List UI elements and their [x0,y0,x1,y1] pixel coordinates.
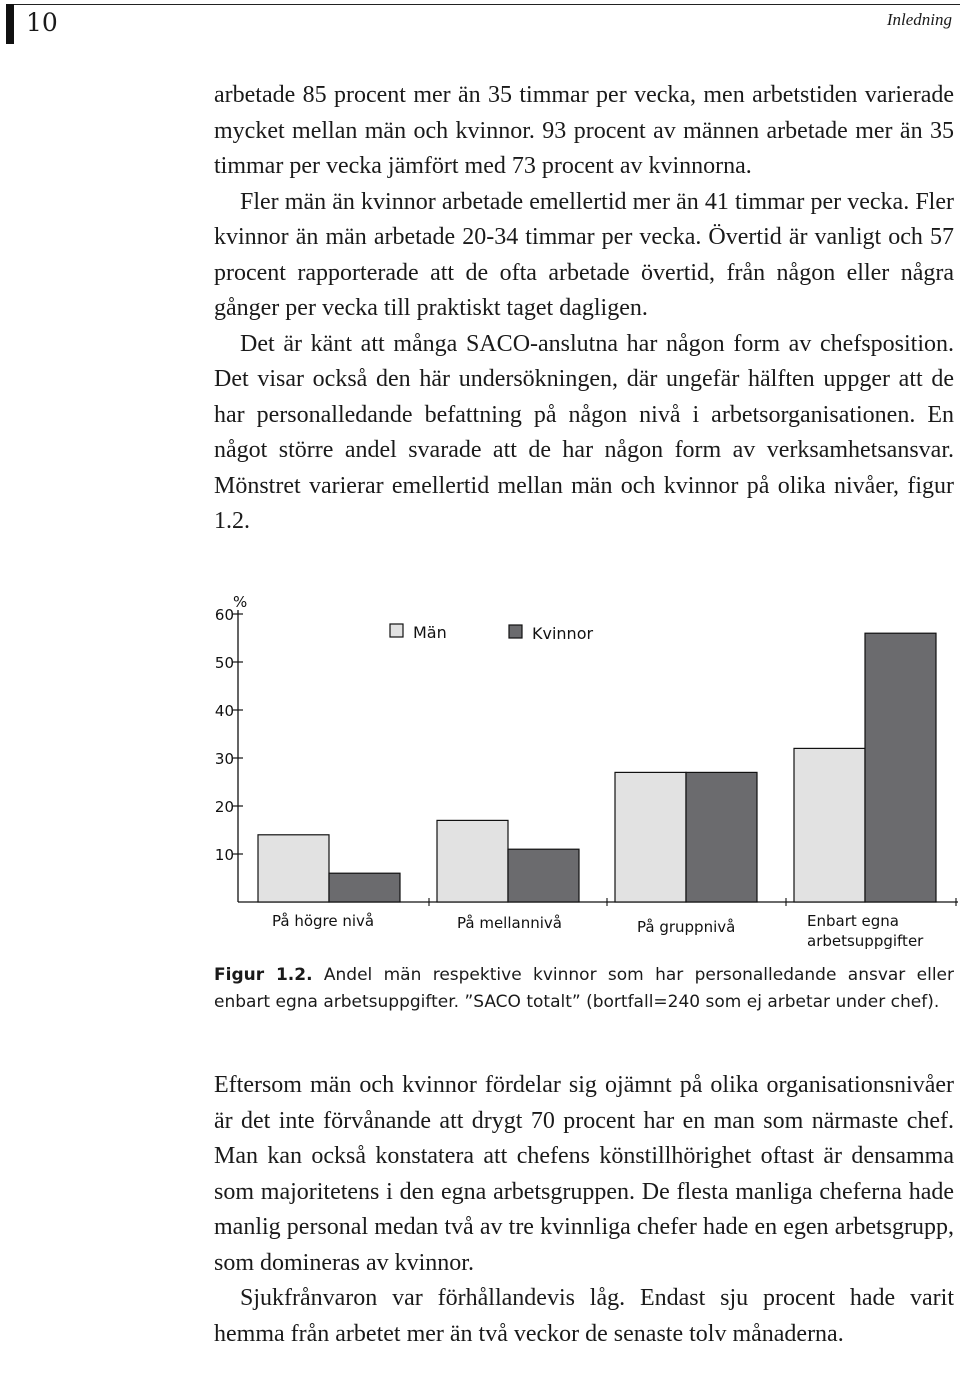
caption-label: Figur 1.2. [214,965,313,985]
x-tick-label-line: arbetsuppgifter [807,932,924,950]
legend-label: Män [413,623,447,642]
figure-caption [214,962,954,1016]
page-number: 10 [26,8,58,37]
caption-text: Andel män respektive kvinnor som har personalledande ansvar eller enbart egna arbetsuppgifter. ”SACO totalt” (bortfall=240 som ej arbetar under chef). [214,965,954,1012]
running-title: Inledning [886,10,952,29]
y-tick-label: 20 [214,798,234,816]
bar [615,772,686,902]
paragraph: Sjukfrånvaron var förhållandevis låg. Endast sju procent hade varit hemma från arbetet mer än två veckor de senaste tolv månaderna. [214,1285,954,1347]
x-tick-label: På mellannivå [457,914,562,932]
y-tick-label: 10 [214,846,234,864]
bar [686,772,757,902]
header-rule [14,4,960,5]
y-axis-label: % [233,593,248,611]
x-tick-label: På högre nivå [272,912,375,930]
paragraph: Det är känt att många SACO-anslutna har någon form av chefsposition. Det visar också den här undersökningen, där ungefär hälften uppger att de har personalledande befattning på någon nivå i arbetsorganisationen. En något större andel svarade att de har någon form av verksamhetsansvar. Mönstret varierar emellertid mellan män och kvinnor på olika nivåer, figur 1.2. [214,330,954,534]
header-bar [6,4,14,44]
bar [794,748,865,902]
x-tick-label: På gruppnivå [637,918,736,936]
y-tick-label: 30 [214,750,234,768]
bar [329,873,400,902]
y-tick-label: 40 [214,702,234,720]
y-tick-label: 50 [214,654,234,672]
bar [508,849,579,902]
bar [437,820,508,902]
y-tick-label: 60 [214,606,234,624]
paragraph: Fler män än kvinnor arbetade emellertid mer än 41 timmar per vecka. Fler kvinnor än män arbetade 20-34 timmar per vecka. Övertid är vanligt och 57 procent rapporterade att de ofta arbetade övertid, från någon eller några gånger per vecka till praktiskt taget dagligen. [214,188,954,321]
figure-1-2-chart [200,590,960,955]
legend-swatch [390,624,403,637]
paragraph: Eftersom män och kvinnor fördelar sig ojämnt på olika organisationsnivåer är det inte förvånande att drygt 70 procent har en man som närmaste chef. Man kan också konstatera att chefens könstillhörighet oftast är densamma som majoritetens i den egna arbetsgruppen. De flesta manliga cheferna hade manlig personal medan två av tre kvinnliga chefer hade en egen arbetsgrupp, som domineras av kvinnor. [214,1072,954,1276]
legend-label: Kvinnor [532,624,594,643]
bar [865,633,936,902]
page-header [0,0,960,48]
bar [258,835,329,902]
legend-swatch [509,625,522,638]
paragraph: arbetade 85 procent mer än 35 timmar per vecka, men arbetstiden varierade mycket mellan män och kvinnor. 93 procent av männen arbetade mer än 35 timmar per vecka jämfört med 73 procent av kvinnorna. [214,82,954,179]
x-tick-label [807,912,924,950]
body-text-bottom [214,1068,954,1352]
body-text-top [214,78,954,540]
x-tick-label-line: Enbart egna [807,912,899,930]
